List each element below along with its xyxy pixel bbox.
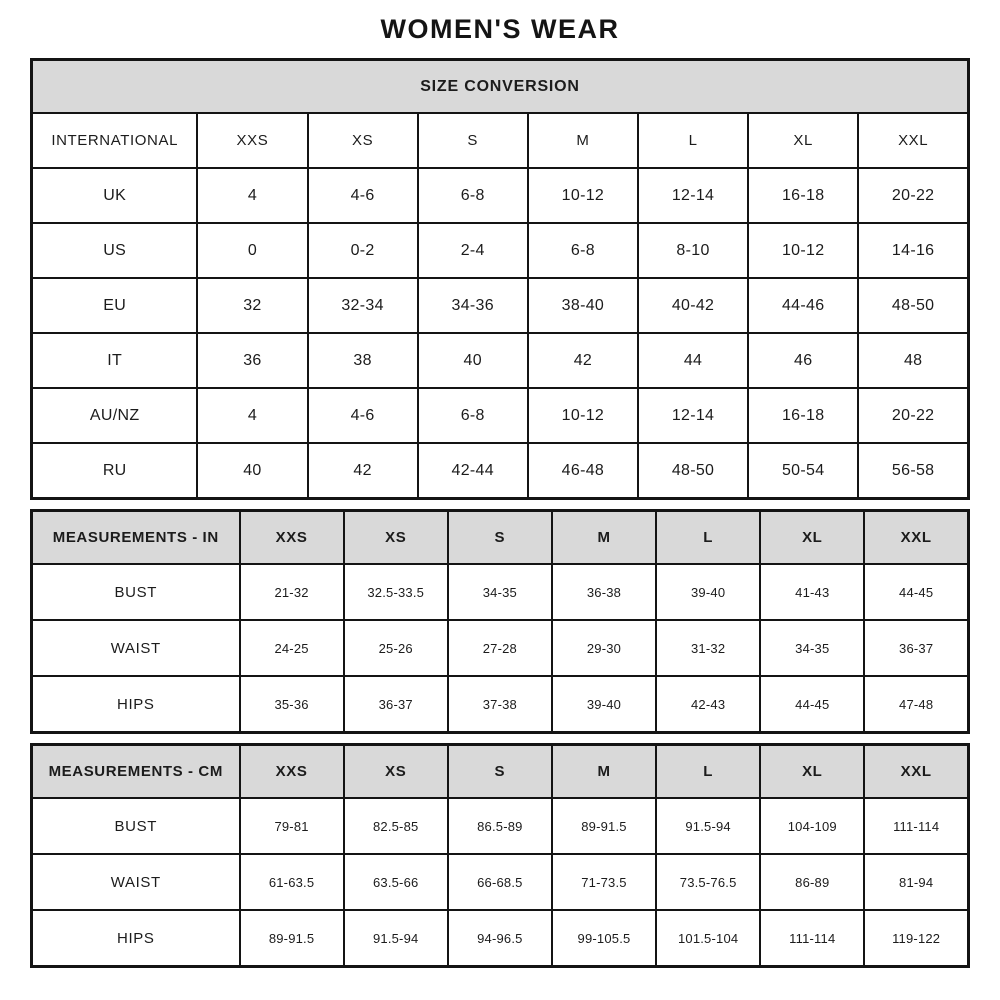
value-cell: 42-43 (656, 676, 760, 733)
value-cell: 48-50 (638, 443, 748, 499)
table-title: SIZE CONVERSION (32, 60, 969, 114)
value-cell: 35-36 (240, 676, 344, 733)
value-cell: 42 (308, 443, 418, 499)
value-cell: 2-4 (418, 223, 528, 278)
value-cell: 40 (197, 443, 307, 499)
table-row (32, 168, 969, 223)
value-cell: 44-45 (760, 676, 864, 733)
value-cell: 111-114 (760, 910, 864, 967)
value-cell: 20-22 (858, 388, 968, 443)
value-cell: 44 (638, 333, 748, 388)
table-row (32, 854, 969, 910)
value-cell: 89-91.5 (552, 798, 656, 854)
page-title: WOMEN'S WEAR (380, 14, 620, 44)
value-cell: 39-40 (552, 676, 656, 733)
row-label: WAIST (32, 620, 240, 676)
value-cell: 27-28 (448, 620, 552, 676)
value-cell: 32.5-33.5 (344, 564, 448, 620)
value-cell: 14-16 (858, 223, 968, 278)
value-cell: 10-12 (748, 223, 858, 278)
table-title-row (32, 60, 969, 114)
value-cell: 91.5-94 (344, 910, 448, 967)
value-cell: 63.5-66 (344, 854, 448, 910)
value-cell: 40-42 (638, 278, 748, 333)
value-cell: 56-58 (858, 443, 968, 499)
value-cell: 66-68.5 (448, 854, 552, 910)
value-cell: 46 (748, 333, 858, 388)
size-column-header: M (552, 745, 656, 799)
row-label: EU (32, 278, 198, 333)
value-cell: 21-32 (240, 564, 344, 620)
value-cell: 48-50 (858, 278, 968, 333)
value-cell: 119-122 (864, 910, 968, 967)
value-cell: 40 (418, 333, 528, 388)
size-column-header: XL (760, 745, 864, 799)
value-cell: 71-73.5 (552, 854, 656, 910)
value-cell: 73.5-76.5 (656, 854, 760, 910)
table-row (32, 910, 969, 967)
row-label: AU/NZ (32, 388, 198, 443)
table-row (32, 798, 969, 854)
value-cell: 16-18 (748, 168, 858, 223)
value-cell: 6-8 (528, 223, 638, 278)
value-cell: 111-114 (864, 798, 968, 854)
value-cell: 4 (197, 168, 307, 223)
row-group-header: INTERNATIONAL (32, 113, 198, 168)
size-column-header: XS (344, 745, 448, 799)
value-cell: 4-6 (308, 168, 418, 223)
value-cell: 0-2 (308, 223, 418, 278)
value-cell: 32-34 (308, 278, 418, 333)
size-column-header: XXS (240, 511, 344, 565)
size-column-header: S (448, 511, 552, 565)
value-cell: 104-109 (760, 798, 864, 854)
value-cell: 81-94 (864, 854, 968, 910)
value-cell: 89-91.5 (240, 910, 344, 967)
value-cell: 8-10 (638, 223, 748, 278)
size-column-header: XXS (240, 745, 344, 799)
row-label: HIPS (32, 676, 240, 733)
size-column-header: M (528, 113, 638, 168)
size-column-header: M (552, 511, 656, 565)
value-cell: 44-45 (864, 564, 968, 620)
value-cell: 99-105.5 (552, 910, 656, 967)
row-label: BUST (32, 798, 240, 854)
value-cell: 41-43 (760, 564, 864, 620)
value-cell: 94-96.5 (448, 910, 552, 967)
row-label: IT (32, 333, 198, 388)
value-cell: 86-89 (760, 854, 864, 910)
value-cell: 12-14 (638, 168, 748, 223)
value-cell: 31-32 (656, 620, 760, 676)
value-cell: 91.5-94 (656, 798, 760, 854)
value-cell: 10-12 (528, 388, 638, 443)
measurements-in-table (30, 509, 970, 734)
row-group-header: MEASUREMENTS - IN (32, 511, 240, 565)
value-cell: 16-18 (748, 388, 858, 443)
size-column-header: XXL (858, 113, 968, 168)
size-column-header: S (448, 745, 552, 799)
value-cell: 0 (197, 223, 307, 278)
size-column-header: XL (748, 113, 858, 168)
table-row (32, 388, 969, 443)
value-cell: 6-8 (418, 388, 528, 443)
value-cell: 4 (197, 388, 307, 443)
row-label: HIPS (32, 910, 240, 967)
measurements-cm-table (30, 743, 970, 968)
value-cell: 12-14 (638, 388, 748, 443)
value-cell: 61-63.5 (240, 854, 344, 910)
value-cell: 36-37 (864, 620, 968, 676)
table-header-row (32, 511, 969, 565)
size-conversion-table (30, 58, 970, 500)
size-column-header: XL (760, 511, 864, 565)
value-cell: 34-35 (760, 620, 864, 676)
value-cell: 101.5-104 (656, 910, 760, 967)
value-cell: 79-81 (240, 798, 344, 854)
row-label: BUST (32, 564, 240, 620)
value-cell: 39-40 (656, 564, 760, 620)
value-cell: 25-26 (344, 620, 448, 676)
value-cell: 38-40 (528, 278, 638, 333)
size-column-header: XS (308, 113, 418, 168)
table-row (32, 333, 969, 388)
value-cell: 42-44 (418, 443, 528, 499)
value-cell: 48 (858, 333, 968, 388)
value-cell: 86.5-89 (448, 798, 552, 854)
value-cell: 20-22 (858, 168, 968, 223)
value-cell: 47-48 (864, 676, 968, 733)
value-cell: 44-46 (748, 278, 858, 333)
value-cell: 36 (197, 333, 307, 388)
value-cell: 34-36 (418, 278, 528, 333)
value-cell: 50-54 (748, 443, 858, 499)
row-label: UK (32, 168, 198, 223)
table-row (32, 223, 969, 278)
size-column-header: L (656, 745, 760, 799)
row-label: US (32, 223, 198, 278)
size-column-header: XXS (197, 113, 307, 168)
value-cell: 32 (197, 278, 307, 333)
table-header-row (32, 745, 969, 799)
table-row (32, 564, 969, 620)
value-cell: 29-30 (552, 620, 656, 676)
size-column-header: XS (344, 511, 448, 565)
value-cell: 46-48 (528, 443, 638, 499)
table-row (32, 676, 969, 733)
row-group-header: MEASUREMENTS - CM (32, 745, 240, 799)
value-cell: 10-12 (528, 168, 638, 223)
size-column-header: L (638, 113, 748, 168)
value-cell: 36-38 (552, 564, 656, 620)
size-column-header: XXL (864, 745, 968, 799)
table-row (32, 443, 969, 499)
value-cell: 82.5-85 (344, 798, 448, 854)
value-cell: 6-8 (418, 168, 528, 223)
value-cell: 37-38 (448, 676, 552, 733)
value-cell: 24-25 (240, 620, 344, 676)
table-row (32, 620, 969, 676)
size-column-header: S (418, 113, 528, 168)
row-label: WAIST (32, 854, 240, 910)
row-label: RU (32, 443, 198, 499)
table-header-row (32, 113, 969, 168)
size-column-header: L (656, 511, 760, 565)
table-row (32, 278, 969, 333)
value-cell: 38 (308, 333, 418, 388)
value-cell: 36-37 (344, 676, 448, 733)
value-cell: 42 (528, 333, 638, 388)
size-column-header: XXL (864, 511, 968, 565)
value-cell: 4-6 (308, 388, 418, 443)
value-cell: 34-35 (448, 564, 552, 620)
